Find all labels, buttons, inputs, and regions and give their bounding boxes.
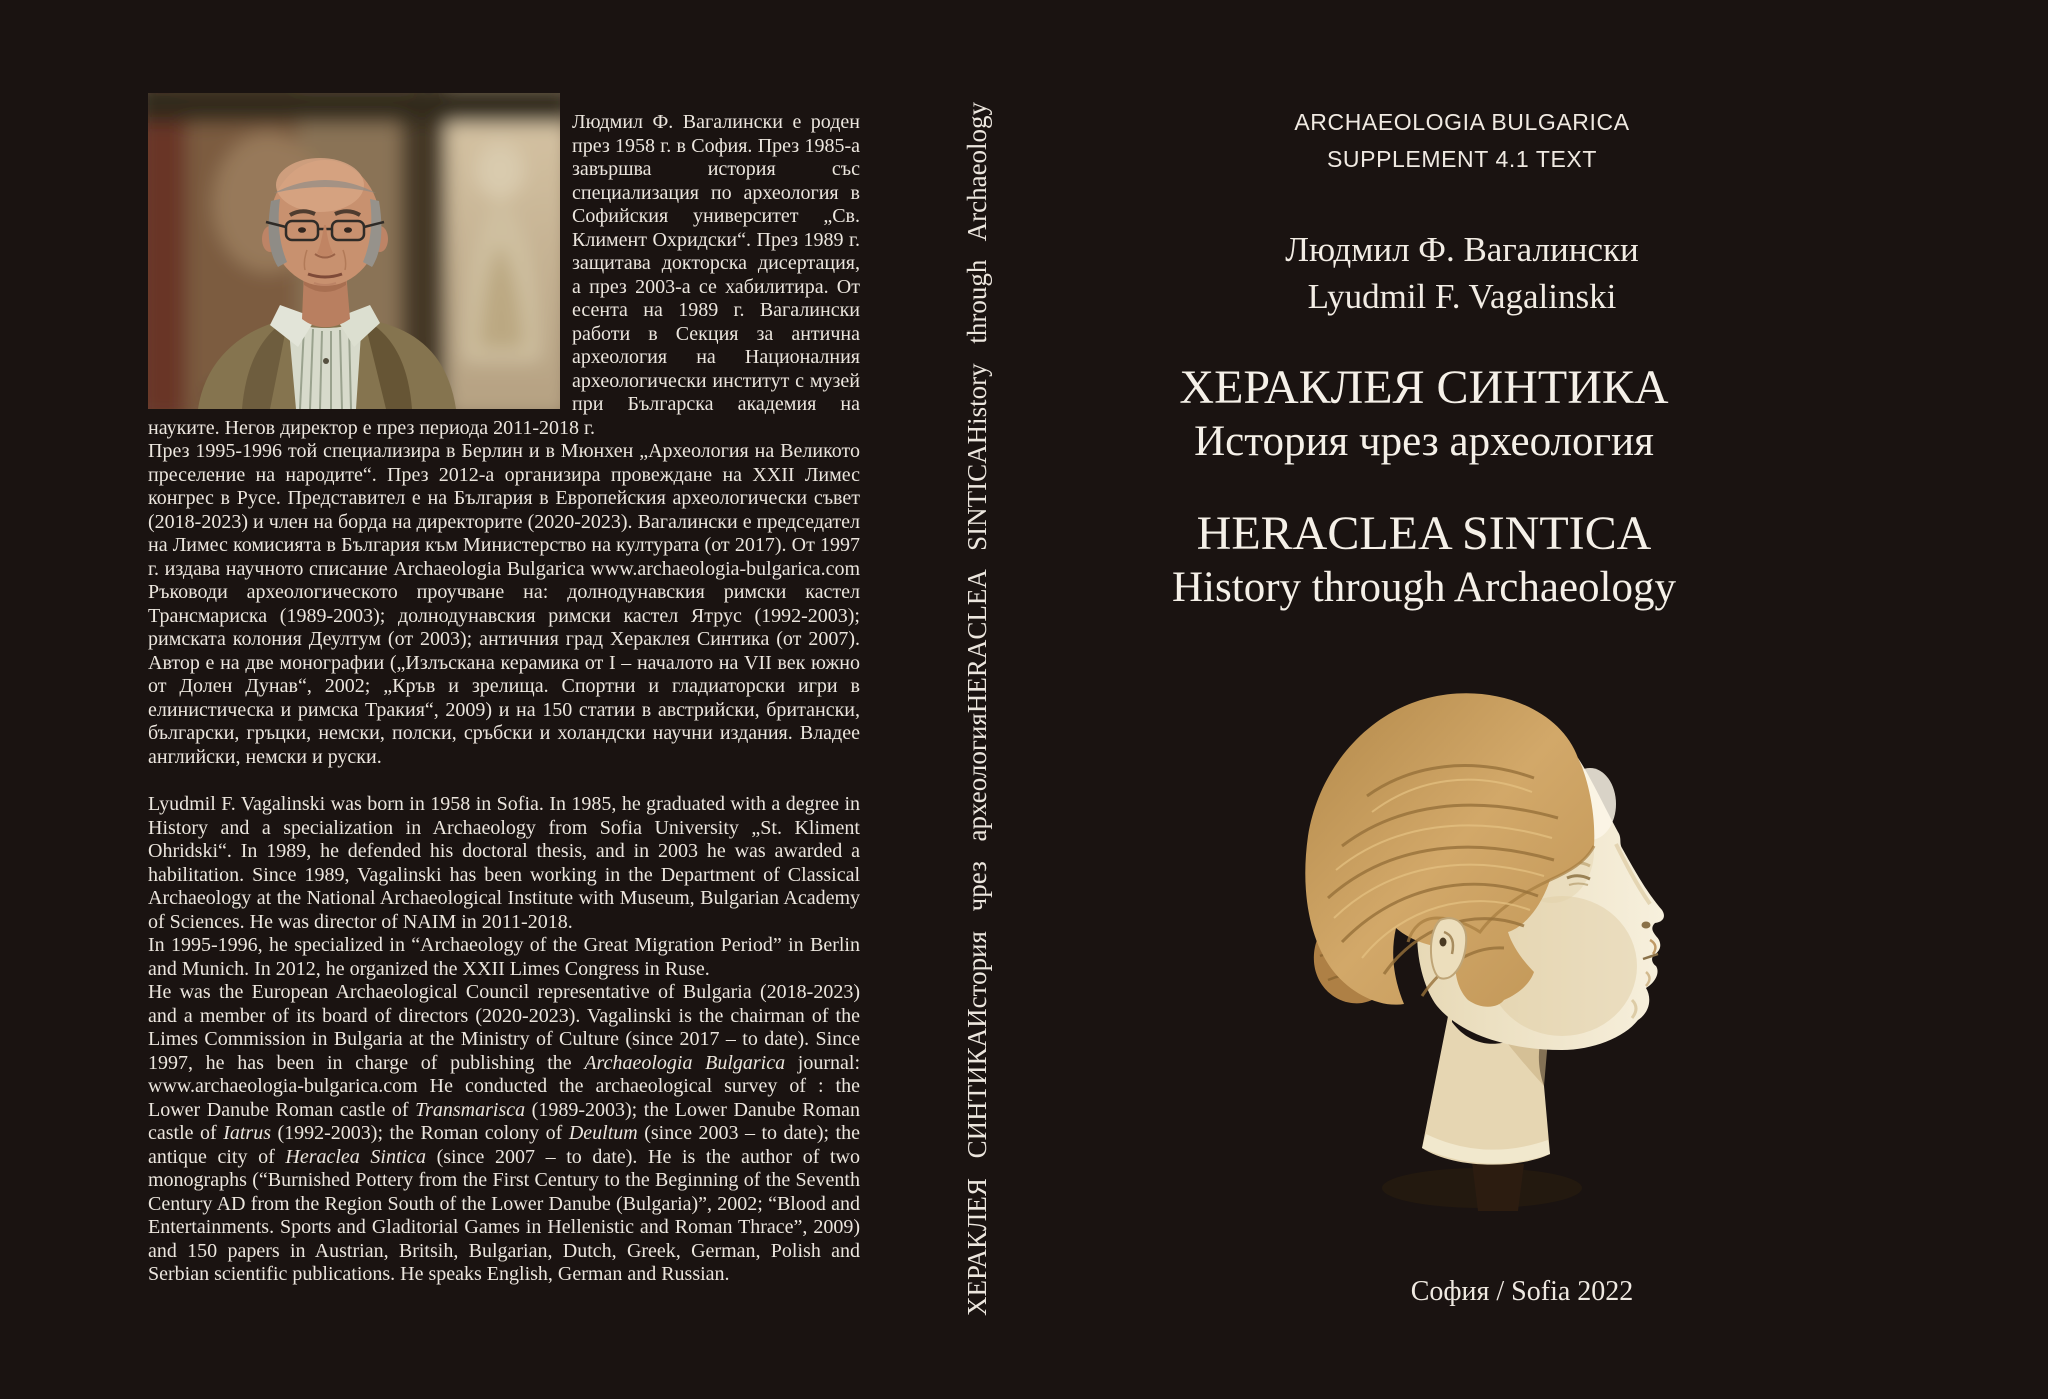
book-subtitle-bg: История чрез археология [1194, 418, 1654, 465]
spine-title-bg: ХЕРАКЛЕЯ СИНТИКА [961, 1027, 992, 1316]
site-heraclea-sintica: Heraclea Sintica [285, 1145, 426, 1168]
book-subtitle-en: History through Archaeology [1172, 564, 1676, 611]
author-name-bg: Людмил Ф. Вагалински [1285, 230, 1639, 269]
author-photo [148, 93, 560, 409]
book-title-bg: ХЕРАКЛЕЯ СИНТИКА [1179, 361, 1669, 414]
marble-head-figure [1305, 693, 1664, 1211]
author-name-en: Lyudmil F. Vagalinski [1307, 277, 1617, 316]
site-iatrus: Iatrus [223, 1122, 271, 1144]
spine-subtitle-bg: История чрез археология [961, 713, 992, 1028]
author-bio [148, 93, 860, 1287]
author-photo-image [148, 93, 560, 409]
bio-paragraph-en-3: He was the European Archaeological Council representative of Bulgaria (2018-2023) and a member of its board of directors (2020-2023). Vagalinski is the chairman of the Limes Commission in Bulgaria at the Ministry of Culture (since 2017 – to date). Since 1997, he has been in charge of publishing the Archaeologia Bulgarica journal: www.archaeologia-bulgarica.com He conducted the archaeological survey of : the Lower Danube Roman castle of Transmarisca (1989-2003); the Lower Danube Roman castle of Iatrus (1992-2003); the Roman colony of Deultum (since 2003 – to date); the antique city of Heraclea Sintica (since 2007 – to date). He is the author of two monographs (“Burnished Pottery from the First Century to the Beginning of the Seventh Century AD from the Region South of the Lower Danube (Bulgaria)”, 2002; “Blood and Entertainments. Sports and Gladitorial Games in Hellenistic and Roman Thrace”, 2009) and 150 papers in Austrian, Britsih, Bulgarian, Dutch, Greek, German, Polish and Serbian scientific publications. He speaks English, German and Russian. [148, 981, 860, 1285]
imprint: София / Sofia 2022 [1410, 1276, 1634, 1307]
bio-paragraph-bg-1: Людмил Ф. Вагалински е роден през 1958 г. в София. През 1985-а завършва история със специализация по археология в Софийския университет „Св. Климент Охридски“. През 1989 г. защитава докторска дисертация, а през 2003-а се хабилитира. От есента на 1989 г. Вагалински работи в Секция за антична археология на Националния археологически институт с музей при Българска академия на науките. Негов директор е през периода 2011-2018 г. [148, 111, 860, 439]
bio-paragraph-en-1: Lyudmil F. Vagalinski was born in 1958 in Sofia. In 1985, he graduated with a degree in History and a specialization in Archaeology from Sofia University „St. Kliment Ohridski“. In 1989, he defended his doctoral thesis, and in 2003 he was awarded a habilitation. Since 1989, Vagalinski has been working in the Department of Classical Archaeology at the National Archaeological Institute with Museum, Bulgarian Academy of Sciences. He was director of NAIM in 2011-2018. [148, 793, 860, 933]
spine-subtitle-en: History through Archaeology [961, 101, 992, 445]
series-title: ARCHAEOLOGIA BULGARICA [1294, 109, 1630, 135]
journal-name: Archaeologia Bulgarica [584, 1051, 786, 1074]
bio-paragraph-en-2: In 1995-1996, he specialized in “Archaeology of the Great Migration Period” in Berlin and Munich. In 2012, he organized the XXII Limes Congress in Ruse. [148, 934, 860, 980]
marble-head-image [1272, 666, 1680, 1226]
bio-paragraph-bg-2: През 1995-1996 той специализира в Берлин и в Мюнхен „Археология на Великото преселение на народите“. През 2012-а организира провеждане на XXII Лимес конгрес в Русе. Представител е на България в Европейския археологически съвет (2018-2023) и член на борда на директорите (2020-2023). Вагалински е председател на Лимес комисията в България към Министерство на културата (от 2017). От 1997 г. издава научното списание Archaeologia Bulgarica www.archaeologia-bulgarica.com Ръководи археологическото проучване на: долнодунавския римски кастел Трансмариска (1989-2003); долнодунавския римски кастел Ятрус (1992-2003); римската колония Деултум (от 2003); античния град Хераклея Синтика (от 2007). Автор е на две монографии („Излъскана керамика от I – началото на VII век южно от Долен Дунав“, 2002; „Кръв и зрелища. Спортни и гладиаторски игри в елинистическа и римска Тракия“, 2009) и на 150 статии в австрийски, британски, български, гръцки, немски, полски, сръбски и холандски научни издания. Владее английски, немски и руски. [148, 440, 860, 768]
author-block [1285, 226, 1638, 320]
spine [954, 101, 1000, 1316]
site-deultum: Deultum [568, 1122, 638, 1144]
series-supplement: SUPPLEMENT 4.1 TEXT [1326, 146, 1598, 172]
title-spacer [1172, 468, 1676, 506]
book-title-en: HERACLEA SINTICA [1196, 507, 1652, 560]
spine-title-en: HERACLEA SINTICA [961, 444, 992, 714]
bio-en-3-text: He was the European Archaeological Council representative of Bulgaria (2018-2023) and a member of its board of directors (2020-2023). Vagalinski is the chairman of the Limes Commission in Bulgaria at the Ministry of Culture (since 2017 – to date). Since 1997, he has been in charge of publishing the [148, 981, 860, 1074]
series-block [1294, 104, 1629, 178]
title-block [1172, 360, 1676, 614]
sculpture-photo [1272, 666, 1680, 1226]
site-transmarisca: Transmarisca [415, 1098, 526, 1121]
